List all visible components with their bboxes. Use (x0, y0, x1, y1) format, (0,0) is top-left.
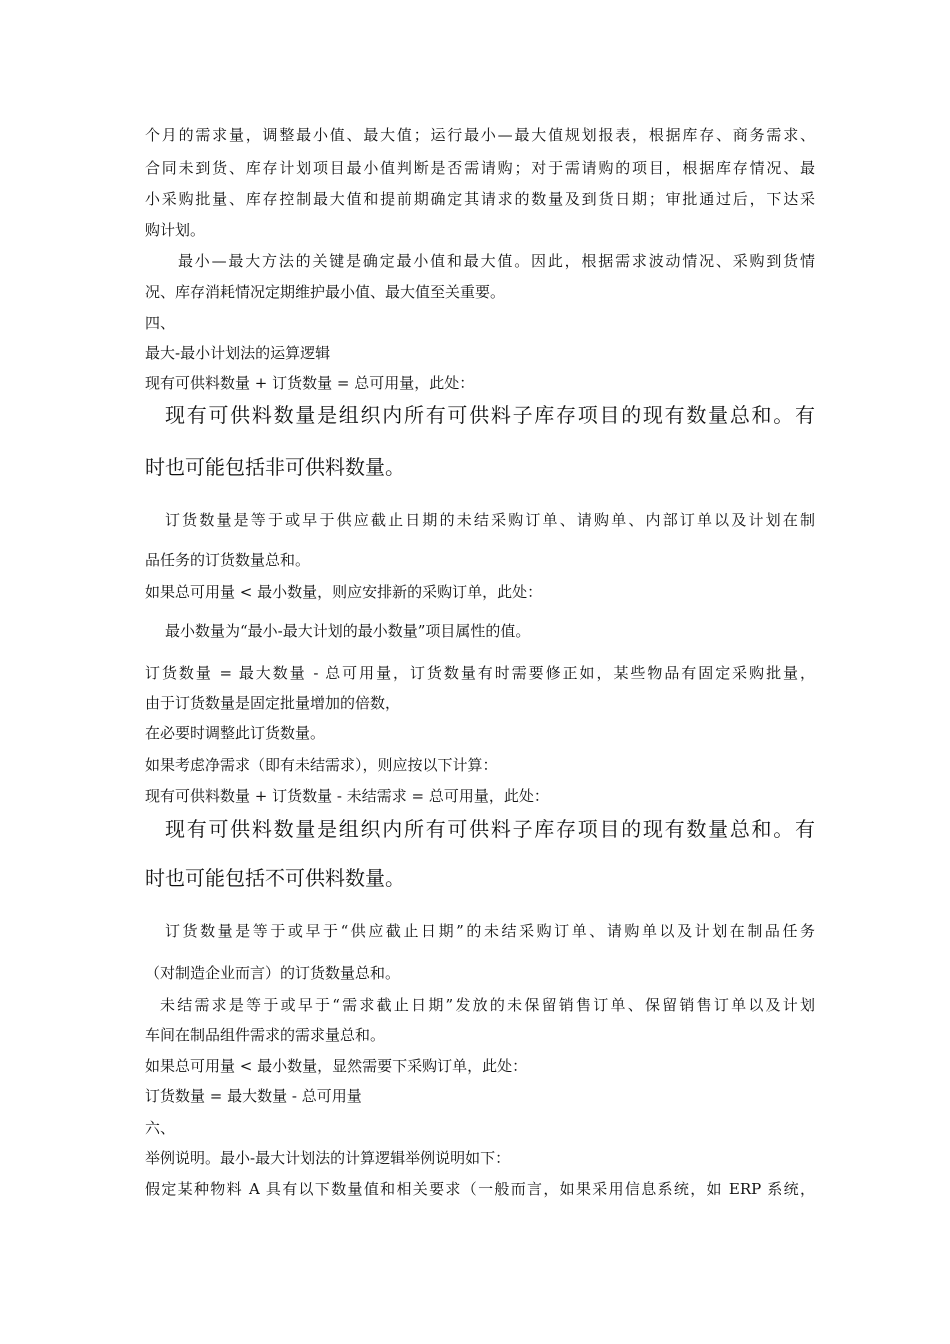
paragraph-line: 假定某种物料 A 具有以下数量值和相关要求（一般而言，如果采用信息系统，如 ERP 系统， (145, 1180, 815, 1198)
paragraph-line: 如果总可用量 < 最小数量，则应安排新的采购订单，此处： (145, 583, 543, 601)
paragraph-line: 车间在制品组件需求的需求量总和。 (145, 1026, 386, 1044)
large-text-line: 时也可能包括非可供料数量。 (145, 455, 405, 479)
paragraph-line: 订货数量是等于或早于“供应截止日期”的未结采购订单、请购单以及计划在制品任务 (165, 922, 815, 940)
paragraph-line: 如果考虑净需求（即有未结需求），则应按以下计算： (145, 756, 498, 774)
section-number: 四、 (145, 314, 176, 332)
paragraph-line: 订货数量是等于或早于供应截止日期的未结采购订单、请购单、内部订单以及计划在制 (165, 511, 815, 529)
paragraph-line: 未结需求是等于或早于“需求截止日期”发放的未保留销售订单、保留销售订单以及计划 (160, 996, 815, 1014)
paragraph-line: 况、库存消耗情况定期维护最小值、最大值至关重要。 (145, 283, 506, 301)
formula-line: 现有可供料数量 + 订货数量 - 未结需求 = 总可用量，此处： (145, 787, 549, 805)
paragraph-line: 最小—最大方法的关键是确定最小值和最大值。因此，根据需求波动情况、采购到货情 (178, 252, 815, 270)
paragraph-line: 小采购批量、库存控制最大值和提前期确定其请求的数量及到货日期；审批通过后，下达采 (145, 190, 815, 208)
section-heading: 最大-最小计划法的运算逻辑 (145, 344, 331, 362)
paragraph-line: 最小数量为“最小-最大计划的最小数量”项目属性的值。 (165, 622, 531, 640)
paragraph-line: 举例说明。最小-最大计划法的计算逻辑举例说明如下： (145, 1149, 511, 1167)
paragraph-line: 个月的需求量，调整最小值、最大值；运行最小—最大值规划报表，根据库存、商务需求、 (145, 126, 815, 144)
paragraph-line: 在必要时调整此订货数量。 (145, 724, 326, 742)
paragraph-line: 订货数量 = 最大数量 - 总可用量，订货数量有时需要修正如，某些物品有固定采购批量， (145, 664, 815, 682)
paragraph-line: 合同未到货、库存计划项目最小值判断是否需请购；对于需请购的项目，根据库存情况、最 (145, 159, 815, 177)
large-text-line: 现有可供料数量是组织内所有可供料子库存项目的现有数量总和。有 (165, 817, 815, 841)
paragraph-line: 品任务的订货数量总和。 (145, 551, 311, 569)
paragraph-line: 由于订货数量是固定批量增加的倍数， (145, 694, 401, 712)
paragraph-line: 如果总可用量 < 最小数量，显然需要下采购订单，此处： (145, 1057, 528, 1075)
large-text-line: 现有可供料数量是组织内所有可供料子库存项目的现有数量总和。有 (165, 403, 815, 427)
large-text-line: 时也可能包括不可供料数量。 (145, 866, 405, 890)
formula-line: 现有可供料数量 + 订货数量 = 总可用量，此处： (145, 374, 475, 392)
paragraph-line: 购计划。 (145, 221, 206, 239)
paragraph-line: （对制造企业而言）的订货数量总和。 (145, 964, 401, 982)
section-number: 六、 (145, 1119, 176, 1137)
formula-line: 订货数量 = 最大数量 - 总可用量 (145, 1087, 362, 1105)
